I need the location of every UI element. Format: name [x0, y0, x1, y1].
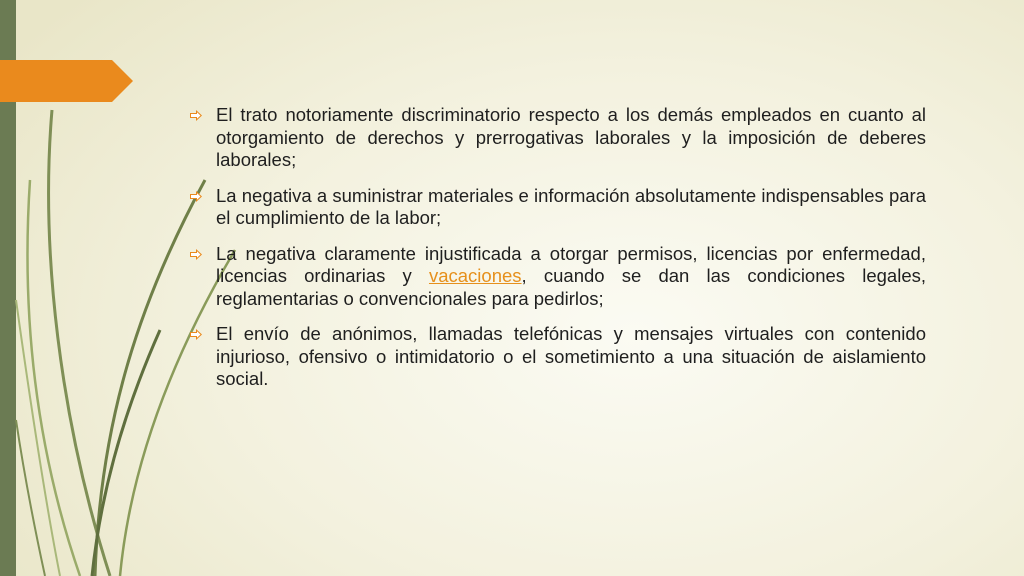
orange-accent-tab — [0, 60, 133, 102]
bullet-text-after-link: , cuando se dan las condiciones legales, reglamentarias o convencionales para pedirlos; — [216, 265, 926, 309]
list-item — [190, 104, 926, 172]
bullet-text: El trato notoriamente discriminatorio respecto a los demás empleados en cuanto al otorgamiento de derechos y prerrogativas laborales y la imposición de deberes laborales; — [216, 104, 926, 170]
right-arrow-icon — [190, 329, 202, 340]
list-item — [190, 323, 926, 391]
bullet-list — [190, 104, 926, 404]
bullet-text: El envío de anónimos, llamadas telefónicas y mensajes virtuales con contenido injurioso, ofensivo o intimidatorio o el sometimiento a una situación de aislamiento social. — [216, 323, 926, 389]
right-arrow-icon — [190, 110, 202, 121]
right-arrow-icon — [190, 191, 202, 202]
list-item — [190, 185, 926, 230]
list-item — [190, 243, 926, 311]
bullet-text — [216, 243, 926, 311]
right-arrow-icon — [190, 249, 202, 260]
bullet-text: La negativa a suministrar materiales e información absolutamente indispensables para el cumplimiento de la labor; — [216, 184, 926, 228]
vacaciones-link[interactable]: vacaciones — [428, 265, 522, 286]
bullet-text-before-link: La negativa claramente injustificada a otorgar permisos, licencias por enfermedad, licencias ordinarias y — [216, 242, 926, 286]
